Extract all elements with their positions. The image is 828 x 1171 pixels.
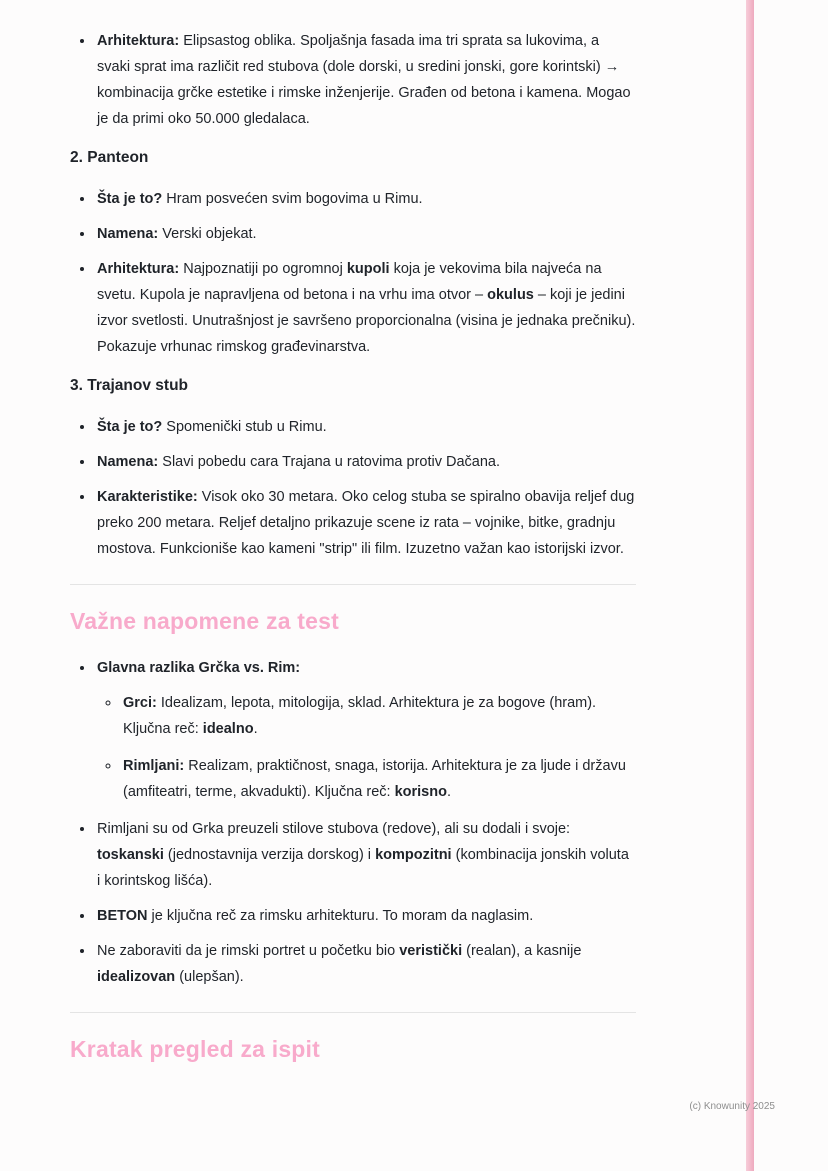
list-item (95, 449, 636, 475)
bold-text-segment: Namena: (97, 226, 159, 242)
text-segment: (kombinacija jonskih voluta i korintskog lišća). (97, 847, 629, 889)
list-item (95, 655, 636, 805)
text-segment: je ključna reč za rimsku arhitekturu. To moram da naglasim. (147, 908, 534, 924)
bold-text-segment: kupoli (346, 261, 390, 277)
text-segment: koja je vekovima bila najveća na svetu. Kupola je napravljena od betona i na vrhu ima otvor – (97, 261, 602, 303)
bold-text-segment: veristički (399, 943, 463, 959)
sub-list-item (121, 690, 636, 742)
text-segment: Rimljani su od Grka preuzeli stilove stubova (redove), ali su dodali i svoje: (97, 821, 571, 837)
text-segment: Slavi pobedu cara Trajana u ratovima protiv Dačana. (158, 454, 500, 470)
bullet-list (70, 414, 636, 562)
bold-text-segment: okulus (487, 287, 534, 303)
text-segment: . (446, 784, 451, 800)
text-segment: Elipsastog oblika. Spoljašnja fasada ima tri sprata sa lukovima, a svaki sprat ima različit red stubova (dole dorski, u sredini jonski, gore korintski) → kombinacija grčke estetike i rimske inženjerije. Građen od betona i kamena. Mogao je da primi oko 50.000 gledalaca. (97, 33, 631, 127)
text-segment: Idealizam, lepota, mitologija, sklad. Arhitektura je za bogove (hram). Ključna reč: (123, 695, 597, 737)
text-segment: (ulepšan). (175, 969, 244, 985)
document-content (70, 28, 636, 1083)
bold-text-segment: Rimljani: (123, 758, 185, 774)
list-item (95, 28, 636, 132)
page-edge-stripe (746, 0, 754, 1171)
list-item (95, 903, 636, 929)
bold-text-segment: idealno (202, 721, 254, 737)
bold-text-segment: Arhitektura: (97, 33, 180, 49)
bold-text-segment: Šta je to? (97, 419, 163, 435)
list-item (95, 484, 636, 562)
bullet-list (70, 655, 636, 990)
divider (70, 1012, 636, 1013)
text-segment: . (253, 721, 258, 737)
list-item (95, 414, 636, 440)
text-segment: Hram posvećen svim bogovima u Rimu. (162, 191, 423, 207)
list-item (95, 938, 636, 990)
sub-list (97, 690, 636, 805)
list-item (95, 221, 636, 247)
bullet-list (70, 186, 636, 360)
text-segment: (jednostavnija verzija dorskog) i (163, 847, 376, 863)
text-segment: Realizam, praktičnost, snaga, istorija. Arhitektura je za ljude i državu (amfiteatri, terme, akvadukti). Ključna reč: (123, 758, 626, 800)
text-segment: Najpoznatiji po ogromnoj (179, 261, 347, 277)
section-heading: 3. Trajanov stub (70, 377, 189, 394)
bold-text-segment: idealizovan (97, 969, 176, 985)
bold-text-segment: Arhitektura: (97, 261, 180, 277)
divider (70, 584, 636, 585)
text-segment: Verski objekat. (158, 226, 257, 242)
bold-text-segment: kompozitni (375, 847, 452, 863)
text-segment: Spomenički stub u Rimu. (162, 419, 327, 435)
list-item (95, 186, 636, 212)
bold-text-segment: korisno (394, 784, 447, 800)
watermark: (c) Knowunity 2025 (689, 1101, 775, 1112)
section-heading: 2. Panteon (70, 149, 149, 166)
list-item (95, 816, 636, 894)
bold-text-segment: Grci: (123, 695, 157, 711)
text-segment: Ne zaboraviti da je rimski portret u početku bio (97, 943, 400, 959)
list-item (95, 256, 636, 360)
bullet-list (70, 28, 636, 132)
bold-text-segment: Šta je to? (97, 191, 163, 207)
sub-list-item (121, 753, 636, 805)
text-segment: (realan), a kasnije (462, 943, 582, 959)
bold-text-segment: Glavna razlika Grčka vs. Rim: (97, 660, 301, 676)
text-segment: Visok oko 30 metara. Oko celog stuba se spiralno obavija reljef dug preko 200 metara. Reljef detaljno prikazuje scene iz rata – vojnike, bitke, gradnju mostova. Funkcioniše kao kameni "strip" ili film. Izuzetno važan kao istorijski izvor. (97, 489, 635, 557)
highlight-heading: Važne napomene za test (70, 608, 339, 634)
bold-text-segment: Karakteristike: (97, 489, 198, 505)
text-segment: – koji je jedini izvor svetlosti. Unutrašnjost je savršeno proporcionalna (visina je jednaka prečniku). Pokazuje vrhunac rimskog građevinarstva. (97, 287, 636, 355)
highlight-heading: Kratak pregled za ispit (70, 1036, 321, 1062)
bold-text-segment: BETON (97, 908, 148, 924)
bold-text-segment: Namena: (97, 454, 159, 470)
bold-text-segment: toskanski (97, 847, 164, 863)
